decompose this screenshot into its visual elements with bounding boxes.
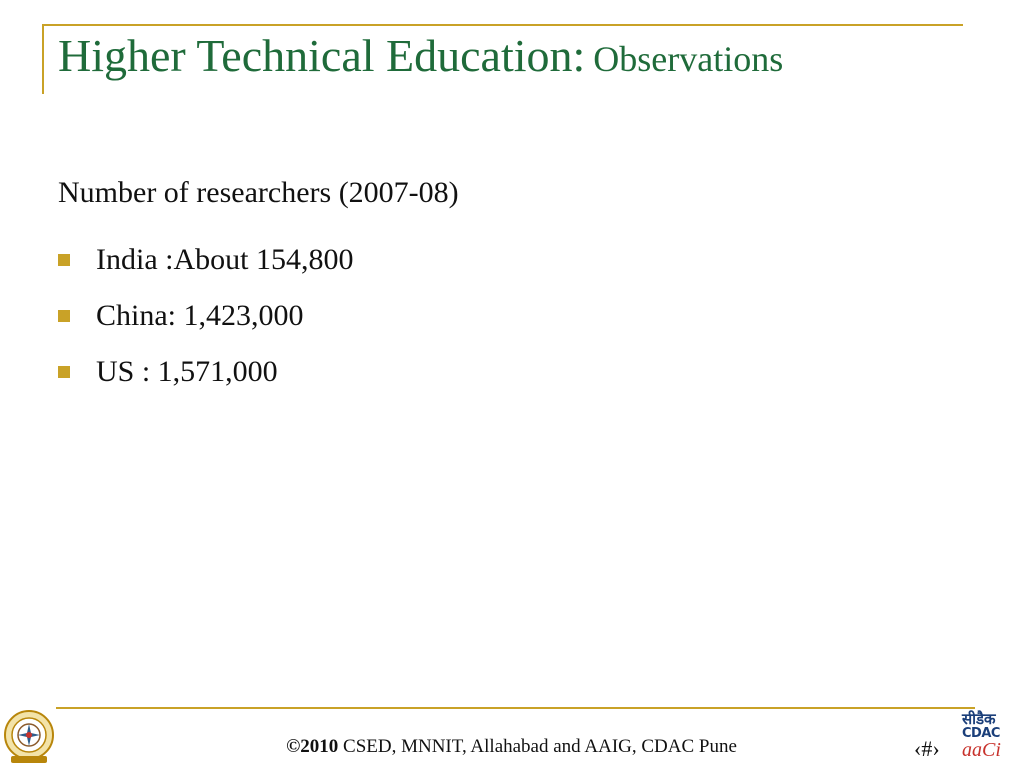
bullet-text: India :About 154,800 [96, 243, 354, 276]
footer-organizations: CSED, MNNIT, Allahabad and AAIG, CDAC Pune [343, 736, 737, 757]
slide-title [58, 28, 783, 83]
slide-title-sub: Observations [593, 39, 784, 79]
bullet-item [58, 344, 353, 400]
footer-text [0, 736, 1023, 761]
aaci-logo: aaCi [962, 739, 1001, 761]
square-bullet-icon [58, 310, 70, 322]
footer-copyright: ©2010 [286, 736, 339, 757]
content-heading: Number of researchers (2007-08) [58, 176, 459, 209]
bullet-list [58, 232, 353, 400]
square-bullet-icon [58, 254, 70, 266]
bullet-text: US : 1,571,000 [96, 355, 278, 388]
square-bullet-icon [58, 366, 70, 378]
cdac-logo [962, 712, 1020, 760]
cdac-logo-hindi: सीडैक [962, 710, 996, 728]
title-top-rule [42, 24, 963, 26]
cdac-logo-english: CDAC [962, 726, 1000, 741]
footer-rule [56, 707, 975, 709]
slide-title-main: Higher Technical Education: [58, 30, 586, 81]
bullet-text: China: 1,423,000 [96, 299, 304, 332]
title-left-rule [42, 24, 44, 94]
bullet-item [58, 288, 353, 344]
page-number: ‹#› [914, 736, 940, 761]
bullet-item [58, 232, 353, 288]
